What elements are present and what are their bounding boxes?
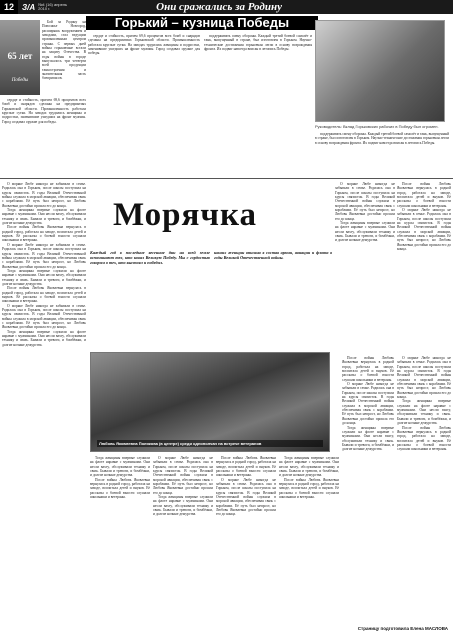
article-column: После войны Любовь Яковлевна вернулась в родной город, работала на заводе, воспитала детей и внуков. Её рассказы о боевой юности слушали школьники и ветераны. О моряке Любе никогда не забывали в семье. Родилась она в Горьком, после школы поступила на курсы связисток. В годы Великой Отечественной войны служила в морской авиации, обеспечивая связь с кораблями. Её путь был непрост, но Любовь Яковлевна достойно прошла его до конца. Тогда женщины впервые служили на флоте наравне с мужчинами. Они несли вахту, обслуживали технику и связь. Бывали и тревоги, и бомбёжки, и долгие ночные дежурства. [342, 356, 394, 452]
article-column: Тогда женщины впервые служили на флоте наравне с мужчинами. Они несли вахту, обслуживали технику и связь. Бывали и тревоги, и бомбёжки, и долгие ночные дежурства. После войны Любовь Яковлевна вернулась в родной город, работала на заводе, воспитала детей и внуков. Её рассказы о боевой юности слушали школьники и ветераны. [279, 456, 339, 500]
lead-paragraph: Каждый год в последние весенние дни на всей земле вспоминают тех, кто ковал Великую Победу. Мы с гордостью говорим о тех, кто выстоял и победил. [90, 250, 210, 265]
article-column: Бой за Родину на Поволжье Новгород, расширяясь вооружением и заводами, стал ведущим промышленным центром страны. С первых дней войны горьковчане встали на защиту Отечества. В годы войны в городе выпускалось три четверти всей продукции танкостроения и значительная часть боеприпасов. [42, 20, 86, 81]
article-column: О моряке Любе никогда не забывали в семье. Родилась она в Горьком, после школы поступила на курсы связисток. В годы Великой Отечественной войны служила в морской авиации, обеспечивая связь с кораблями. Её путь был непрост, но Любовь Яковлевна достойно прошла его до конца. Тогда женщины впервые служили на флоте наравне с мужчинами. Они несли вахту, обслуживали технику и связь. Бывали и тревоги, и бомбёжки, и долгие ночные дежурства. После войны Любовь Яковлевна вернулась в родной город, работала на заводе, воспитала детей и внуков. Её рассказы о боевой юности слушали школьники и ветераны. [397, 356, 451, 452]
article-column: поддерживать смену обороны. Каждый третий боевой самолёт и танк, выпущенный в стране, был изготовлен в Горьком. Научно-технические достижения горьковчан легли в основу возрождения фронта. Их подвиг навсегда вписан в летопись Победы. [204, 34, 312, 52]
lead-paragraph: наших женщин вписана в состав армии, авиации и флота в годы Великой Отечественной войны. [214, 250, 332, 260]
article-column: сердце и стойкость, причем 69,6 процентов всех бомб и снарядов сделаны на предприятиях Горьковской области. Промышленность работала круглые сутки. На заводах трудились женщины и подростки, заменившие ушедших на фронт мужчин. Город создавал оружие для победы. [88, 34, 200, 56]
article-column: сердце и стойкость, причем 69,6 процентов всех бомб и снарядов сделаны на предприятиях Горьковской области. Промышленность работала круглые сутки. На заводах трудились женщины и подростки, заменившие ушедших на фронт мужчин. Город создавал оружие для победы. [2, 98, 86, 124]
page-number: 12 [0, 0, 18, 14]
article-column: После войны Любовь Яковлевна вернулась в родной город, работала на заводе, воспитала детей и внуков. Её рассказы о боевой юности слушали школьники и ветераны. О моряке Любе никогда не забывали в семье. Родилась она в Горьком, после школы поступила на курсы связисток. В годы Великой Отечественной войны служила в морской авиации, обеспечивая связь с кораблями. Её путь был непрост, но Любовь Яковлевна достойно прошла его до конца. [397, 182, 451, 252]
anniversary-years: 65 лет [7, 51, 33, 61]
page-credit: Страницу подготовила Елена МАСЛОВА [357, 626, 448, 631]
photo-caption: Любовь Яковлевна Полякова (в центре) среди однополчан на встрече ветеранов [97, 440, 323, 447]
article-column: Тогда женщины впервые служили на флоте наравне с мужчинами. Они несли вахту, обслуживали технику и связь. Бывали и тревоги, и бомбёжки, и долгие ночные дежурства. После войны Любовь Яковлевна вернулась в родной город, работала на заводе, воспитала детей и внуков. Её рассказы о боевой юности слушали школьники и ветераны. [90, 456, 150, 500]
section-title: Они сражались за Родину [156, 1, 282, 13]
article-column: О моряке Любе никогда не забывали в семье. Родилась она в Горьком, после школы поступила на курсы связисток. В годы Великой Отечественной войны служила в морской авиации, обеспечивая связь с кораблями. Её путь был непрост, но Любовь Яковлевна достойно прошла его до конца. Тогда женщины впервые служили на флоте наравне с мужчинами. Они несли вахту, обслуживали технику и связь. Бывали и тревоги, и бомбёжки, и долгие ночные дежурства. После войны Любовь Яковлевна вернулась в родной город, работала на заводе, воспитала детей и внуков. Её рассказы о боевой юности слушали школьники и ветераны. О моряке Любе никогда не забывали в семье. Родилась она в Горьком, после школы поступила на курсы связисток. В годы Великой Отечественной войны служила в морской авиации, обеспечивая связь с кораблями. Её путь был непрост, но Любовь Яковлевна достойно прошла его до конца. Тогда женщины впервые служили на флоте наравне с мужчинами. Они несли вахту, обслуживали технику и связь. Бывали и тревоги, и бомбёжки, и долгие ночные дежурства. После войны Любовь Яковлевна вернулась в родной город, работала на заводе, воспитала детей и внуков. Её рассказы о боевой юности слушали школьники и ветераны. О моряке Любе никогда не забывали в семье. Родилась она в Горьком, после школы поступила на курсы связисток. В годы Великой Отечественной войны служила в морской авиации, обеспечивая связь с кораблями. Её путь был непрост, но Любовь Яковлевна достойно прошла его до конца. Тогда женщины впервые служили на флоте наравне с мужчинами. Они несли вахту, обслуживали технику и связь. Бывали и тревоги, и бомбёжки, и долгие ночные дежурства. [2, 182, 86, 347]
article-title-gorky: Горький – кузница Победы [86, 16, 318, 30]
article-title-moryachka: Морячка [112, 197, 258, 233]
anniversary-label: Победы [11, 78, 29, 83]
article-column: О моряке Любе никогда не забывали в семье. Родилась она в Горьком, после школы поступила на курсы связисток. В годы Великой Отечественной войны служила в морской авиации, обеспечивая связь с кораблями. Её путь был непрост, но Любовь Яковлевна достойно прошла его до конца. Тогда женщины впервые служили на флоте наравне с мужчинами. Они несли вахту, обслуживали технику и связь. Бывали и тревоги, и бомбёжки, и долгие ночные дежурства. [153, 456, 213, 517]
newspaper-logo: З/А [22, 2, 36, 12]
page-header [0, 0, 453, 14]
article-column: О моряке Любе никогда не забывали в семье. Родилась она в Горьком, после школы поступила на курсы связисток. В годы Великой Отечественной войны служила в морской авиации, обеспечивая связь с кораблями. Её путь был непрост, но Любовь Яковлевна достойно прошла его до конца. Тогда женщины впервые служили на флоте наравне с мужчинами. Они несли вахту, обслуживали технику и связь. Бывали и тревоги, и бомбёжки, и долгие ночные дежурства. [335, 182, 395, 243]
photo-caption: Руководитель: Вклад Горьковских рабочих в Победу был огромен. [315, 124, 439, 129]
article-column: поддерживать смену обороны. Каждый третий боевой самолёт и танк, выпущенный в стране, был изготовлен в Горьком. Научно-технические достижения горьковчан легли в основу возрождения фронта. Их подвиг навсегда вписан в летопись Победы. [315, 132, 449, 145]
section-divider [0, 178, 453, 179]
factory-photo [315, 20, 445, 122]
article-column: После войны Любовь Яковлевна вернулась в родной город, работала на заводе, воспитала детей и внуков. Её рассказы о боевой юности слушали школьники и ветераны. О моряке Любе никогда не забывали в семье. Родилась она в Горьком, после школы поступила на курсы связисток. В годы Великой Отечественной войны служила в морской авиации, обеспечивая связь с кораблями. Её путь был непрост, но Любовь Яковлевна достойно прошла его до конца. [216, 456, 276, 517]
issue-info: №4 (16) апрель 2010 г. [38, 2, 68, 11]
veterans-photo [90, 352, 330, 452]
